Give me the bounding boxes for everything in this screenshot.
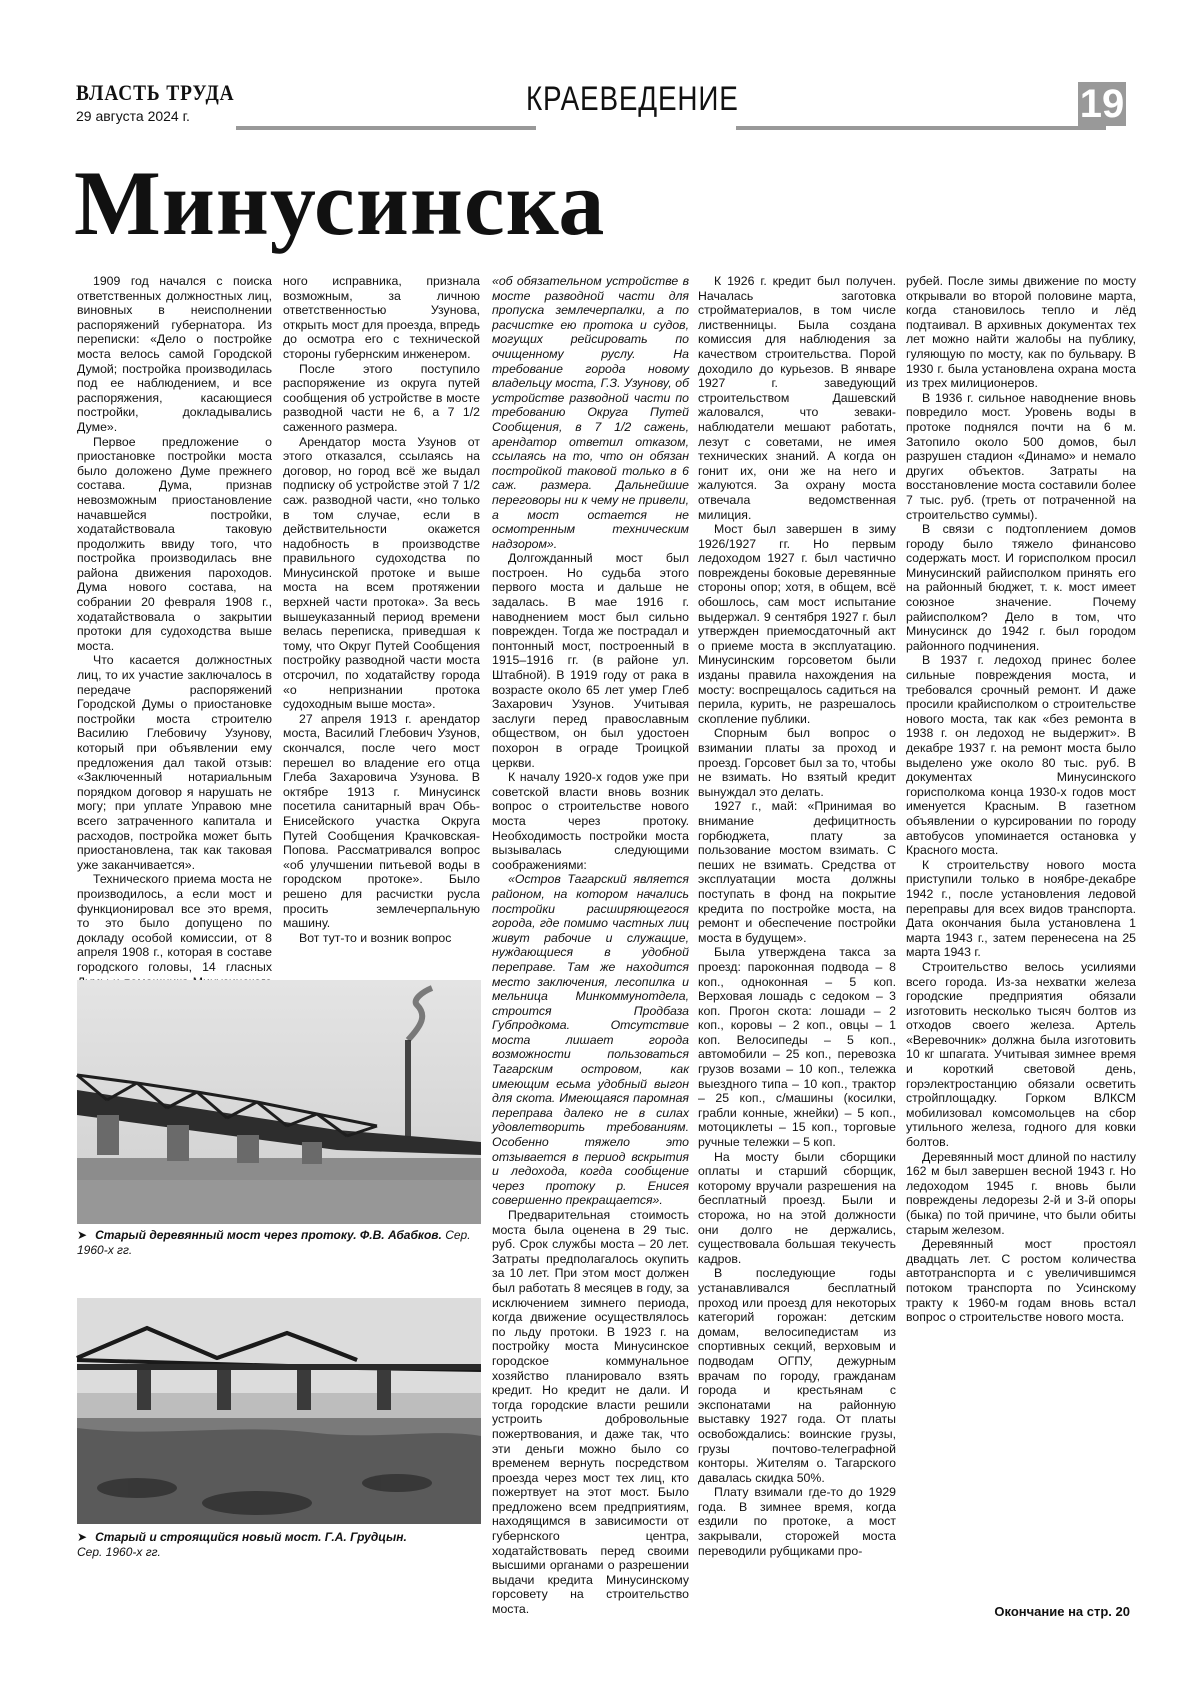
paragraph: Что касается должностных лиц, то их участие заключалось в передаче распоряжений Городской Думы о приостановке постройки моста строителю Василию Глебовичу Узунову, который при объявлении ему предложения дал такой отзыв: «Заключенный нотариальным порядком договор я нарушать не могу; при уплате Управою мне всего затраченного капитала и расходов, постройка может быть приостановлена, так как таковая уже заканчивается».: [77, 653, 272, 872]
paragraph: Спорным был вопрос о взимании платы за проход и проезд. Горсовет был за то, чтобы не взимать. Но взятый кредит вынуждал это делать.: [698, 726, 896, 799]
paper-name: ВЛАСТЬ ТРУДА: [76, 80, 235, 105]
caption-date: Сер. 1960-х гг.: [77, 1228, 471, 1257]
caption-arrow-icon: ➤: [77, 1530, 88, 1544]
caption-arrow-icon: ➤: [77, 1228, 88, 1242]
paragraph: Вот тут-то и возник вопрос: [299, 930, 452, 945]
continued-note: Окончание на стр. 20: [994, 1604, 1130, 1619]
paragraph: В связи с подтоплением домов городу было тяжело финансово содержать мост. И горисполком просил Минусинский райисполком принять его на районный бюджет, т. к. мост имеет союзное значение. Почему райисполком? Дело в том, что Минусинск до 1942 г. был городом районного подчинения.: [906, 522, 1136, 653]
headline: Минусинска: [74, 152, 606, 254]
issue-date: 29 августа 2024 г.: [76, 108, 190, 124]
paragraph: «Остров Тагарский является районом, на котором начались постройки расширяющегося города, где помимо частных лиц живут рабочие и служащие, нуждающиеся в удобной переправе. Там же находится место заключения, лесопилка и мельница Минкоммунотдела, строится Продбаза Губпродкома. Отсутствие моста лишает города возможности пользоваться Тагарским островом, как имеющим есьма удобный выгон для скота. Имеющаяся паромная переправа далеко не в силах удовлетворить требованиям. Особенно тяжело это отзывается в период вскрытия и ледохода, когда сообщение через протоку р. Енисея совершенно прекращается».: [492, 872, 689, 1208]
caption-2: [77, 1530, 481, 1560]
column-1: [77, 274, 272, 974]
paragraph: «об обязательном устройстве в мосте разводной части для пропуска землечерпалки, а по расчистке ею протока и судов, могущих рейсировать по очищенному руслу. На требование города новому владельцу моста, Г.З. Узунову, об устройстве разводной части по требованию Округа Путей Сообщения, в 7 1/2 сажень, арендатор ответил отказом, ссылаясь на то, что он обязан постройкой таковой только в 6 саж. размера. Дальнейшие переговоры ни к чему не привели, а мост остается не осмотренным техническим надзором».: [492, 274, 689, 551]
bridge-photo-illustration-2: [77, 1298, 481, 1524]
paragraph: К началу 1920-х годов уже при советской власти вновь возник вопрос о строительстве нового моста через протоку. Необходимость постройки моста вызывалась следующими соображениями:: [492, 770, 689, 872]
bridge-photo-illustration: [77, 980, 481, 1224]
paragraph: Мост был завершен в зиму 1926/1927 гг. Но первым ледоходом 1927 г. был частично повреждены боковые деревянные стороны опор; хотя, в общем, всё обошлось, сам мост испытание выдержал. 9 сентября 1927 г. был утвержден приемосдаточный акт о приеме моста в эксплуатацию. Минусинским горсоветом были изданы правила нахождения на мосту: воспрещалось садиться на перила, курить, не разрешалось скопление публики.: [698, 522, 896, 726]
paragraph: рубей. После зимы движение по мосту открывали во второй половине марта, когда становилось тепло и лёд подтаивал. В архивных документах тех лет можно найти жалобы на публику, гуляющую по мосту, как по бульвару. В 1930 г. была установлена охрана моста из трех милиционеров.: [906, 274, 1136, 391]
rule-right: [736, 126, 1106, 130]
paragraph: После этого поступило распоряжение из округа путей сообщения об устройстве в мосте разводной части не 6, а 7 1/2 саженного размера.: [283, 361, 480, 434]
caption-1: [77, 1228, 481, 1258]
column-2: [283, 274, 480, 974]
paragraph: Строительство велось усилиями всего города. Из-за нехватки железа городские предприятия обязали изготовить несколько тысяч болтов из отходов своего железа. Артель «Веревочник» должна была изготовить 10 кг шпагата. Учитывая зимнее время и короткий световой день, горэлектростанцию обязали осветить стройплощадку. Горком ВЛКСМ мобилизовал комсомольцев на сбор утильного железа, годного для ковки болтов.: [906, 959, 1136, 1150]
paragraph: Первое предложение о приостановке постройки моста было доложено Думе прежнего состава. Дума, признав невозможным приостановление начавшейся постройки, ходатайствовала таковую продолжить ввиду того, что постройка производилась вне района движения пароходов. Дума нового состава, на собрании 20 февраля 1908 г., ходатайствовала о закрытии протоки для судоходства выше моста.: [77, 434, 272, 653]
paragraph: В 1937 г. ледоход принес более сильные повреждения моста, и требовался срочный ремонт. И даже просили крайисполком о строительстве нового моста, так как «без ремонта в 1938 г. он ледоход не выдержит». В декабре 1937 г. на ремонт моста было выделено уже около 80 тыс. руб. В документах Минусинского горисполкома конца 1930-х годов мост именуется Красным. В газетном объявлении о курсировании по городу автобусов упоминается остановка у Красного моста.: [906, 653, 1136, 858]
masthead: [76, 80, 1126, 130]
paragraph: Деревянный мост простоял двадцать лет. С ростом количества автотранспорта и с увеличившимся потоком транспорта по Усинскому тракту к 1960-м годам вновь встал вопрос о строительстве нового моста.: [906, 1237, 1136, 1325]
paragraph: В 1936 г. сильное наводнение вновь повредило мост. Уровень воды в протоке поднялся почти на 6 м. Затопило около 500 домов, был разрушен стадион «Динамо» и немало других объектов. Затраты на восстановление моста составили более 7 тыс. руб. (треть от потраченной на строительство суммы).: [906, 390, 1136, 522]
paragraph: В последующие годы устанавливался бесплатный проход или проезд для некоторых категорий горожан: детским домам, велосипедистам из спортивных секций, верховым и подводам ОГПУ, дежурным врачам по городу, гражданам города и крестьянам с экспонатами на районную выставку 1927 года. От платы освобождались: воинские грузы, грузы почтово-телеграфной конторы. Жителям о. Тагарского давалась скидка 50%.: [698, 1266, 896, 1485]
paragraph: ного исправника, признала возможным, за личною ответственностью Узунова, открыть мост для проезда, впредь до осмотра его с технической стороны губернским инженером.: [283, 274, 480, 361]
paragraph: К строительству нового моста приступили только в ноябре-декабре 1942 г., после установления ледовой переправы для всех видов транспорта. Дата окончания была установлена 1 марта 1943 г., затем перенесена на 25 марта 1943 г.: [906, 857, 1136, 960]
paragraph: На мосту были сборщики оплаты и старший сборщик, которому вручали разрешения на бесплатный проезд. Были и сторожа, но на этой должности они долго не держались, существовала большая текучесть кадров.: [698, 1149, 896, 1266]
paragraph: 1927 г., май: «Принимая во внимание дефицитность горбюджета, плату за пользование мостом взимать. С пеших не взимать. Средства от эксплуатации моста должны поступать в фонд на покрытие кредита по постройке моста, на ремонт и обеспечение постройки моста в будущем».: [698, 799, 896, 945]
photo-new-bridge: [77, 1298, 481, 1524]
caption-date: Сер. 1960-х гг.: [77, 1545, 161, 1559]
rule-left: [236, 126, 536, 130]
page-number: 19: [1079, 82, 1125, 126]
paragraph: Деревянный мост длиной по настилу 162 м был завершен весной 1943 г. Но ледоходом 1945 г. вновь были повреждены ледорезы 2-й и 3-й опоры (быка) по той причине, что были обиты старым железом.: [906, 1149, 1136, 1237]
photo-old-bridge: [77, 980, 481, 1224]
column-4: [698, 274, 896, 1638]
paragraph: 27 апреля 1913 г. арендатор моста, Василий Глебович Узунов, скончался, после чего мост перешел во владение его отца Глеба Захаровича Узунова. В октябре 1913 г. Минусинск посетила санитарный врач Обь-Енисейского участка Округа Путей Сообщения Крачковская-Попова. Рассматривался вопрос «об улучшении питьевой воды в городском протоке». Было решено для расчистки русла просить землечерпальную машину.: [283, 711, 480, 931]
paragraph: К 1926 г. кредит был получен. Началась заготовка стройматериалов, в том числе лиственницы. Была создана комиссия для наблюдения за качеством строительства. Порой доходило до курьезов. В январе 1927 г. заведующий строительством Дашевский жаловался, что зеваки-наблюдатели мешают работать, лезут с советами, не имея технических знаний. А когда он гонит их, они же на него и жалуются. За охрану моста отвечала ведомственная милиция.: [698, 274, 896, 522]
paragraph: Арендатор моста Узунов от этого отказался, ссылаясь на договор, но город всё же выдал подписку об устройстве этой 7 1/2 саж. разводной части, «но только в том случае, если в действительности окажется надобность в производстве правильного судоходства по Минусинской протоке и выше моста на всем протяжении верхней части протока». За весь вышеуказанный период времени велась переписка, приведшая к тому, что Округ Путей Сообщения постройку разводной части моста отсрочил, по ходатайству города «о непризнании протока судоходным выше моста».: [283, 434, 480, 712]
column-3: [492, 274, 689, 1638]
paragraph: 1909 год начался с поиска ответственных должностных лиц, виновных в неисполнении распоряжений губернатора. Из переписки: «Дело о постройке моста велось самой Городской Думой; постройка производилась под ее наблюдением, и все распоряжения, касающиеся постройки, докладывались Думе».: [77, 274, 272, 434]
paragraph: Долгожданный мост был построен. Но судьба этого первого моста и дальше не задалась. В мае 1916 г. наводнением мост был сильно поврежден. Тогда же пострадал и понтонный мост, построенный в 1915–1916 гг. (в районе ул. Штабной). В 1919 году от рака в возрасте около 65 лет умер Глеб Захарович Узунов. Учитывая заслуги перед православным обществом, он был удостоен похорон в ограде Троицкой церкви.: [492, 551, 689, 770]
column-5: [906, 274, 1136, 1624]
caption-bold: Старый и строящийся новый мост. Г.А. Грудцын.: [95, 1530, 407, 1544]
paragraph: Была утверждена такса за проезд: пароконная подвода – 8 коп., одноконная – 5 коп. Верховая лошадь с седоком – 3 коп. Прогон скота: лошади – 2 коп., коровы – 2 коп., овцы – 1 коп. Велосипеды – 5 коп., автомобили – 25 коп., перевозка грузов возами – 10 коп., тележка выездного типа – 10 коп., трактор – 25 коп., с/машины (косилки, грабли конные, жнейки) – 5 коп., мотоциклеты – 15 коп., торговые ручные тележки – 5 коп.: [698, 945, 896, 1150]
rubric: КРАЕВЕДЕНИЕ: [526, 80, 739, 118]
paragraph: Технического приема моста не производилось, а если мост и функционировал все это время, то это было допущено по докладу особой комиссии, от 8 апреля 1908 г., которая в составе городского головы, 14 гласных: [77, 872, 272, 974]
paragraph: Предварительная стоимость моста была оценена в 29 тыс. руб. Срок службы моста – 20 лет. Затраты предполагалось окупить за 10 лет. При этом мост должен был работать 8 месяцев в году, за исключением зимнего периода, когда движение осуществлялось по льду протоки. В 1923 г. на постройку моста Минусинское городское коммунальное хозяйство планировало взять кредит. Но кредит не дали. И тогда городские власти решили устроить добровольные пожертвования, и даже так, что эти деньги можно было со временем вернуть посредством проезда через мост тех лиц, кто пожертвует на этот мост. Было предложено всем предприятиям, находящимся в зависимости от губернского центра, ходатайствовать перед своими высшими органами о разрешении выдачи кредита Минусинскому горсовету на строительство моста.: [492, 1208, 689, 1617]
caption-bold: Старый деревянный мост через протоку. Ф.В. Абабков.: [95, 1228, 442, 1242]
paragraph: Плату взимали где-то до 1929 года. В зимнее время, когда ездили по протоке, а мост закрывали, сторожей моста переводили рубщиками про-: [698, 1485, 896, 1558]
